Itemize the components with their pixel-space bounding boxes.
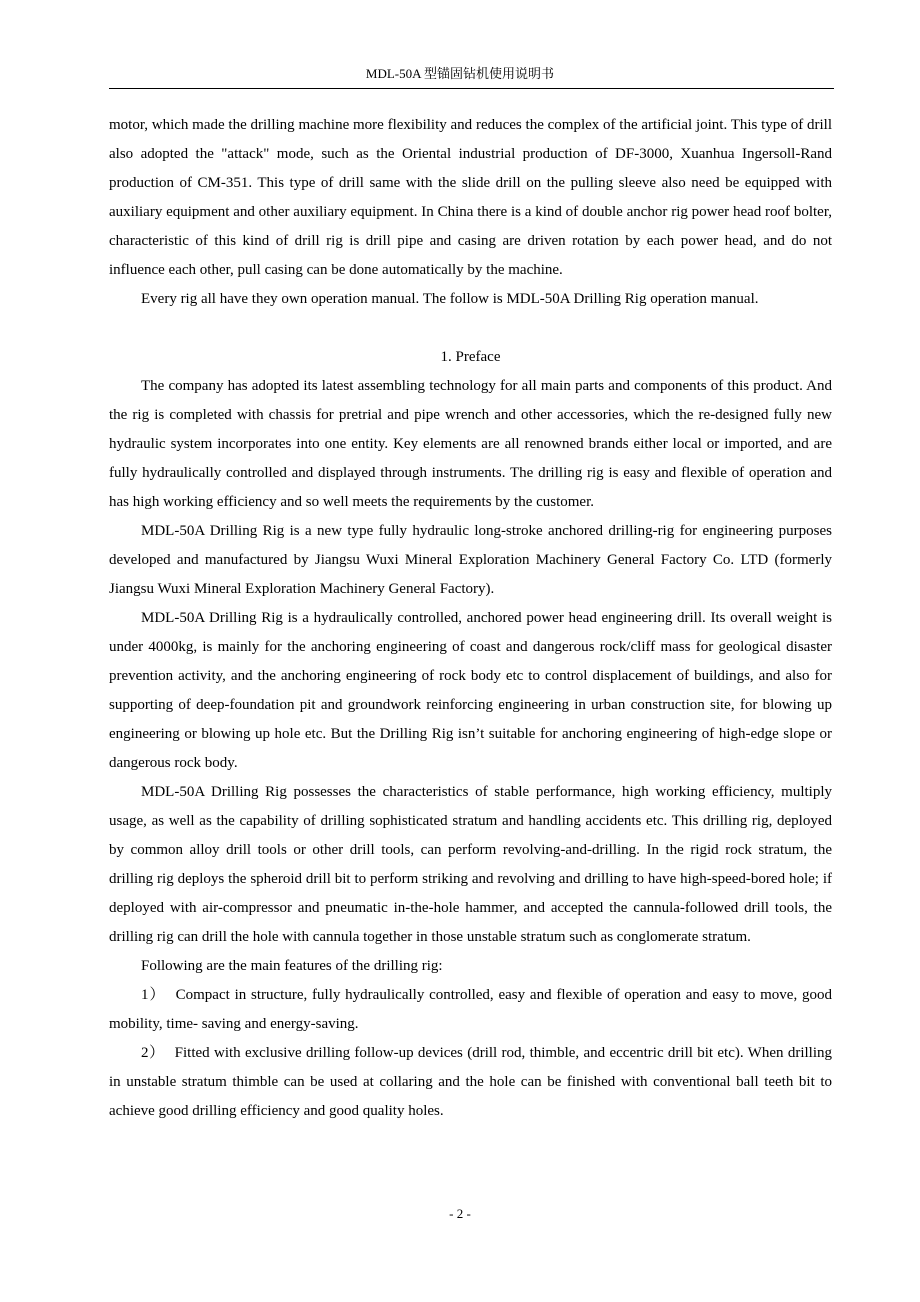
feature-text: Fitted with exclusive drilling follow-up devices (drill rod, thimble, and eccentric drill bit etc). When drilling in unstable stratum thimble can be used at collaring and the hole can be finished with conventional ball teeth bit to achieve good drilling efficiency and good quality holes. bbox=[109, 1045, 832, 1119]
paragraph-continuation: motor, which made the drilling machine more flexibility and reduces the complex of the artificial joint. This type of drill also adopted the "attack" mode, such as the Oriental industrial production of DF-3000, Xuanhua Ingersoll-Rand production of CM-351. This type of drill same with the slide drill on the pulling sleeve also need be equipped with auxiliary equipment and other auxiliary equipment. In China there is a kind of double anchor rig power head roof bolter, characteristic of this kind of drill rig is drill pipe and casing are driven rotation by each power head, and do not influence each other, pull casing can be done automatically by the machine. bbox=[109, 117, 832, 278]
feature-number: 1） bbox=[141, 987, 166, 1003]
header-divider bbox=[109, 88, 834, 89]
document-body bbox=[109, 111, 832, 1126]
paragraph-preface-2: MDL-50A Drilling Rig is a new type fully hydraulic long-stroke anchored drilling-rig for engineering purposes developed and manufactured by Jiangsu Wuxi Mineral Exploration Machinery General Factory Co. LTD (formerly Jiangsu Wuxi Mineral Exploration Machinery General Factory). bbox=[109, 523, 832, 597]
paragraph-manual-intro: Every rig all have they own operation manual. The follow is MDL-50A Drilling Rig operation manual. bbox=[141, 291, 759, 307]
paragraph-features-intro: Following are the main features of the drilling rig: bbox=[141, 958, 443, 974]
section-heading-preface: 1. Preface bbox=[440, 349, 501, 365]
feature-list-item-1 bbox=[109, 981, 832, 1039]
feature-number: 2） bbox=[141, 1045, 165, 1061]
paragraph-preface-1: The company has adopted its latest assembling technology for all main parts and components of this product. And the rig is completed with chassis for pretrial and pipe wrench and other accessories, which the re-designed fully new hydraulic system incorporates into one entity. Key elements are all renowned brands either local or imported, and are fully hydraulically controlled and displayed through instruments. The drilling rig is easy and flexible of operation and has high working efficiency and so well meets the requirements by the customer. bbox=[109, 378, 832, 510]
paragraph-preface-4: MDL-50A Drilling Rig possesses the characteristics of stable performance, high working efficiency, multiply usage, as well as the capability of drilling sophisticated stratum and handling accidents etc. This drilling rig, deployed by common alloy drill tools or other drill tools, can perform revolving-and-drilling. In the rigid rock stratum, the drilling rig deploys the spheroid drill bit to perform striking and revolving and drilling to have high-speed-bored hole; if deployed with air-compressor and pneumatic in-the-hole hammer, and accepted the cannula-followed drill tools, the drilling rig can drill the hole with cannula together in those unstable stratum such as conglomerate stratum. bbox=[109, 784, 832, 945]
page-header-title: MDL-50A 型锚固钻机使用说明书 bbox=[365, 66, 555, 81]
feature-text: Compact in structure, fully hydraulically controlled, easy and flexible of operation and easy to move, good mobility, time- saving and energy-saving. bbox=[109, 987, 832, 1032]
page-number: - 2 - bbox=[449, 1206, 471, 1221]
paragraph-preface-3: MDL-50A Drilling Rig is a hydraulically controlled, anchored power head engineering drill. Its overall weight is under 4000kg, is mainly for the anchoring engineering of coast and dangerous rock/cliff mass for geological disaster prevention activity, and the anchoring engineering of rock body etc to control displacement of buildings, and also for supporting of deep-foundation pit and groundwork reinforcing engineering in urban construction site, for blowing up engineering or blowing up hole etc. But the Drilling Rig isn’t suitable for anchoring engineering of high-edge slope or dangerous rock body. bbox=[109, 610, 832, 771]
feature-list-item-2 bbox=[109, 1039, 832, 1126]
